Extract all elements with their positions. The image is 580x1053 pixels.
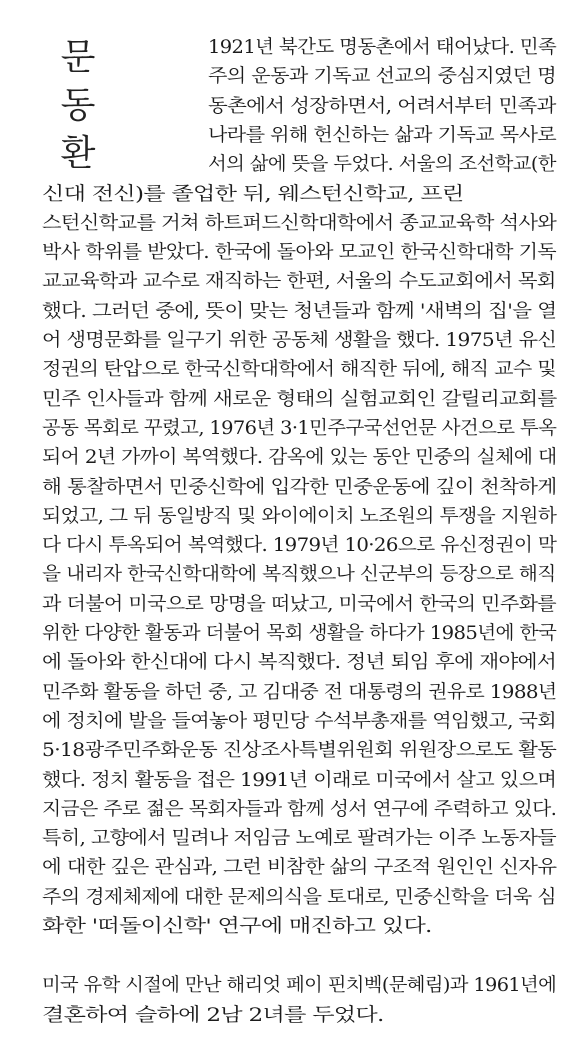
bio-line: 에 돌아와 한신대에 다시 복직했다. 정년 퇴임 후에 재야에서 (42, 652, 557, 674)
bio-line: 박사 학위를 받았다. 한국에 돌아와 모교인 한국신학대학 기독 (42, 242, 557, 264)
bio-line: 지금은 주로 젊은 목회자들과 함께 성서 연구에 주력하고 있다. (42, 798, 557, 820)
bio-line: 5·18광주민주화운동 진상조사특별위원회 위원장으로도 활동 (42, 740, 557, 762)
bio-line: 스턴신학교를 거쳐 하트퍼드신학대학에서 종교교육학 석사와 (42, 212, 557, 234)
bio-line: 해 통찰하면서 민중신학에 입각한 민중운동에 깊이 천착하게 (42, 476, 557, 498)
bio-line: 공동 목회로 꾸렸고, 1976년 3·1민주구국선언문 사건으로 투옥 (42, 417, 557, 439)
bio-line: 되어 2년 가까이 복역했다. 감옥에 있는 동안 민중의 실체에 대 (42, 447, 557, 469)
bio-line: 민주 인사들과 함께 새로운 형태의 실험교회인 갈릴리교회를 (42, 388, 557, 410)
bio-line: 위한 다양한 활동과 더불어 목회 생활을 하다가 1985년에 한국 (42, 623, 557, 644)
bio-line: 나라를 위해 헌신하는 삶과 기독교 목사로 (208, 124, 557, 146)
author-name-char-3: 환 (60, 133, 96, 174)
bio-line: 에 대한 깊은 관심과, 그런 비참한 삶의 구조적 원인인 신자유 (42, 857, 557, 879)
bio-line: 다 다시 투옥되어 복역했다. 1979년 10·26으로 유신정권이 막 (42, 535, 557, 557)
bio-line: 1921년 북간도 명동촌에서 태어났다. 민족 (208, 37, 557, 58)
bio-line: 서의 삶에 뜻을 두었다. 서울의 조선학교(한 (208, 154, 556, 176)
bio-line: 주의 경제체제에 대한 문제의식을 토대로, 민중신학을 더욱 심 (42, 886, 557, 908)
bio-line: 했다. 그러던 중에, 뜻이 맞는 청년들과 함께 '새벽의 집'을 열 (42, 300, 557, 322)
bio-line: 어 생명문화를 일구기 위한 공동체 생활을 했다. 1975년 유신 (42, 330, 557, 351)
bio-line: 동촌에서 성장하면서, 어려서부터 민족과 (208, 95, 556, 117)
family-line: 결혼하여 슬하에 2남 2녀를 두었다. (42, 1004, 384, 1026)
bio-line: 교교육학과 교수로 재직하는 한편, 서울의 수도교회에서 목회 (42, 271, 556, 293)
author-name-vertical (54, 34, 102, 178)
author-name-char-1: 문 (60, 37, 96, 78)
bio-line: 을 내리자 한국신학대학에 복직했으나 신군부의 등장으로 해직 (42, 564, 556, 586)
bio-line: 신대 전신)를 졸업한 뒤, 웨스턴신학교, 프린 (42, 183, 464, 205)
bio-line: 정권의 탄압으로 한국신학대학에서 해직한 뒤에, 해직 교수 및 (42, 359, 557, 381)
bio-line: 화한 '떠돌이신학' 연구에 매진하고 있다. (42, 916, 432, 937)
bio-line: 에 정치에 발을 들여놓아 평민당 수석부총재를 역임했고, 국회 (42, 710, 557, 732)
bio-line: 과 더불어 미국으로 망명을 떠났고, 미국에서 한국의 민주화를 (42, 593, 557, 615)
bio-line: 특히, 고향에서 밀려나 저임금 노예로 팔려가는 이주 노동자들 (42, 828, 557, 850)
author-name-char-2: 동 (60, 85, 96, 126)
bio-line: 주의 운동과 기독교 선교의 중심지였던 명 (208, 66, 557, 88)
bio-line: 했다. 정치 활동을 접은 1991년 이래로 미국에서 살고 있으며 (42, 769, 557, 791)
family-line: 미국 유학 시절에 만난 해리엇 페이 핀치벡(문혜림)과 1961년에 (42, 975, 557, 997)
bio-line: 되었고, 그 뒤 동일방직 및 와이에이치 노조원의 투쟁을 지원하 (42, 505, 557, 527)
bio-line: 민주화 활동을 하던 중, 고 김대중 전 대통령의 권유로 1988년 (42, 681, 557, 703)
